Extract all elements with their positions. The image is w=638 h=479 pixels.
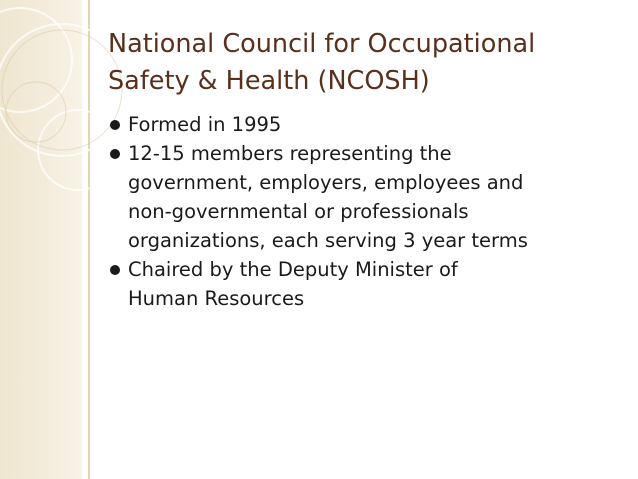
bullet-icon: [110, 265, 120, 275]
bullet-item: [110, 255, 630, 313]
bullet-item: [110, 110, 630, 139]
bullet-icon: [110, 149, 120, 159]
bullet-text-continued: non-governmental or professionals: [128, 200, 469, 223]
bullet-text-continued: organizations, each serving 3 year terms: [128, 229, 528, 252]
bullet-icon: [110, 120, 120, 130]
slide-title-line-2: Safety & Health (NCOSH): [108, 66, 430, 96]
slide-title-line-1: National Council for Occupational: [108, 29, 536, 59]
bullet-item: [110, 139, 630, 255]
bullet-text-continued: government, employers, employees and: [128, 171, 524, 194]
bullet-text: Formed in 1995: [128, 113, 282, 136]
bullet-list: [110, 110, 630, 313]
bullet-text-continued: Human Resources: [128, 287, 305, 310]
bullet-text: 12-15 members representing the: [128, 142, 452, 165]
bullet-text: Chaired by the Deputy Minister of: [128, 258, 458, 281]
slide-title: [108, 26, 628, 100]
